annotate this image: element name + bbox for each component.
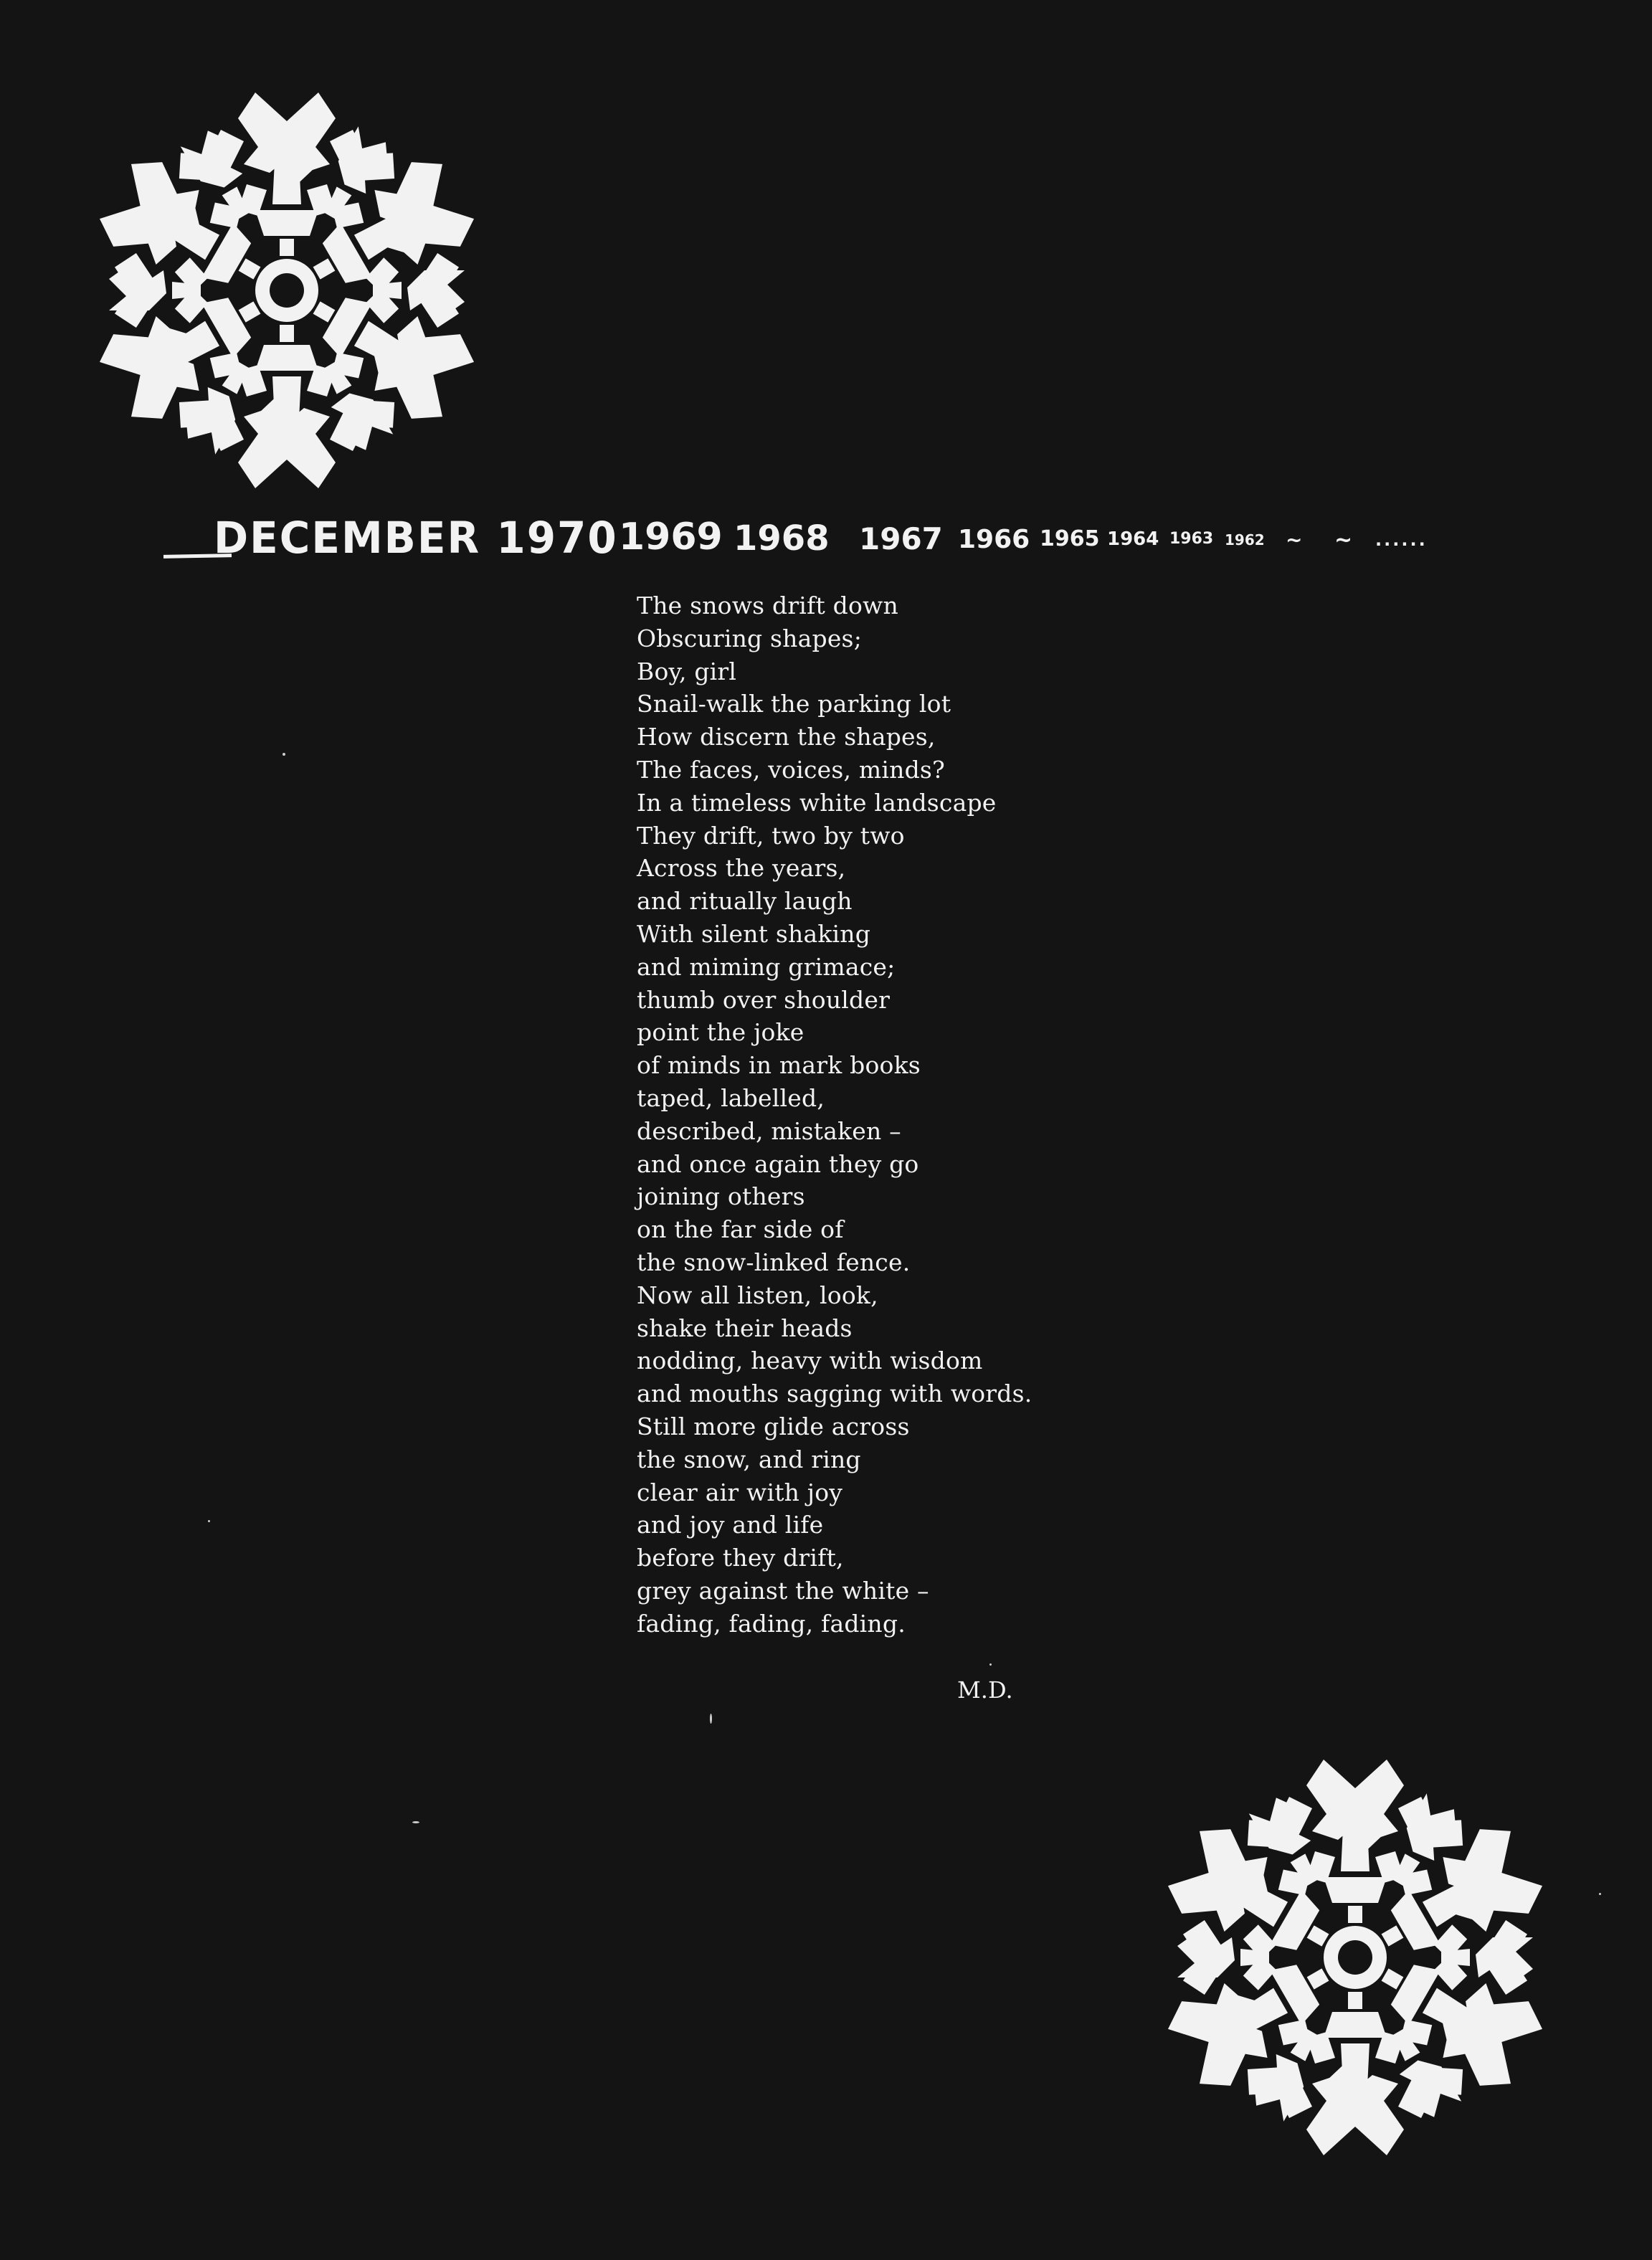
paper-speck bbox=[412, 1821, 419, 1823]
poem-line: With silent shaking bbox=[637, 919, 871, 948]
poem-line: described, mistaken – bbox=[637, 1116, 901, 1145]
poem-line: taped, labelled, bbox=[637, 1083, 825, 1112]
poem-line: joining others bbox=[637, 1182, 805, 1211]
trailing-dots: ...... bbox=[1375, 530, 1428, 550]
poem-line: the snow, and ring bbox=[637, 1445, 861, 1473]
poem-line: before they drift, bbox=[637, 1544, 844, 1572]
year-label: 1964 bbox=[1107, 528, 1159, 550]
poem-line: fading, fading, fading. bbox=[637, 1609, 906, 1638]
year-label: 1968 bbox=[734, 518, 830, 559]
year-label: 1962 bbox=[1225, 531, 1265, 549]
year-label: ~ bbox=[1286, 528, 1303, 551]
poem-line: and miming grimace; bbox=[637, 952, 896, 981]
poem-line: Still more glide across bbox=[637, 1412, 910, 1440]
page-title: DECEMBER 1970 bbox=[214, 512, 618, 564]
poem-line: Snail-walk the parking lot bbox=[637, 690, 951, 718]
poem-line: Boy, girl bbox=[637, 657, 737, 685]
poem-line: How discern the shapes, bbox=[637, 723, 936, 751]
paper-speck bbox=[710, 1714, 712, 1724]
poem-line: The faces, voices, minds? bbox=[637, 755, 945, 784]
poem-line: and mouths sagging with words. bbox=[637, 1380, 1032, 1408]
poem-line: They drift, two by two bbox=[637, 821, 905, 850]
year-label: 1965 bbox=[1040, 526, 1100, 551]
paper-speck bbox=[1599, 1893, 1601, 1895]
poem-line: The snows drift down bbox=[637, 592, 898, 619]
year-label: 1969 bbox=[619, 516, 723, 559]
poem-line: thumb over shoulder bbox=[637, 985, 891, 1014]
snowflake-top-icon bbox=[72, 68, 502, 513]
year-label: 1967 bbox=[859, 521, 943, 556]
poem-line: of minds in mark books bbox=[637, 1051, 921, 1080]
poem bbox=[637, 589, 1139, 1641]
poem-line: shake their heads bbox=[637, 1314, 853, 1342]
year-label: 1963 bbox=[1169, 530, 1214, 548]
year-label: 1966 bbox=[958, 525, 1030, 554]
header-row bbox=[163, 513, 1454, 570]
poem-line: and joy and life bbox=[637, 1511, 824, 1539]
poem-line: In a timeless white landscape bbox=[637, 788, 997, 817]
poem-line: and ritually laugh bbox=[637, 887, 853, 916]
poem-line: on the far side of bbox=[637, 1215, 844, 1244]
poem-signature: M.D. bbox=[957, 1676, 1013, 1704]
poem-line: Obscuring shapes; bbox=[637, 624, 863, 652]
paper-speck bbox=[283, 753, 285, 756]
snowflake-bottom-icon bbox=[1140, 1739, 1570, 2176]
snowflake-top-graphic bbox=[72, 68, 502, 513]
poem-line: clear air with joy bbox=[637, 1478, 843, 1506]
poem-line: point the joke bbox=[637, 1018, 804, 1047]
paper-speck bbox=[208, 1520, 210, 1522]
poem-line: Across the years, bbox=[637, 854, 846, 883]
snowflake-bottom-graphic bbox=[1140, 1739, 1570, 2176]
poem-line: nodding, heavy with wisdom bbox=[637, 1347, 983, 1375]
year-label: ~ bbox=[1334, 528, 1353, 553]
paper-speck bbox=[989, 1663, 992, 1666]
poem-line: and once again they go bbox=[637, 1149, 919, 1178]
poem-line: Now all listen, look, bbox=[637, 1281, 878, 1309]
poem-line: the snow-linked fence. bbox=[637, 1248, 911, 1276]
poem-line: grey against the white – bbox=[637, 1576, 929, 1605]
